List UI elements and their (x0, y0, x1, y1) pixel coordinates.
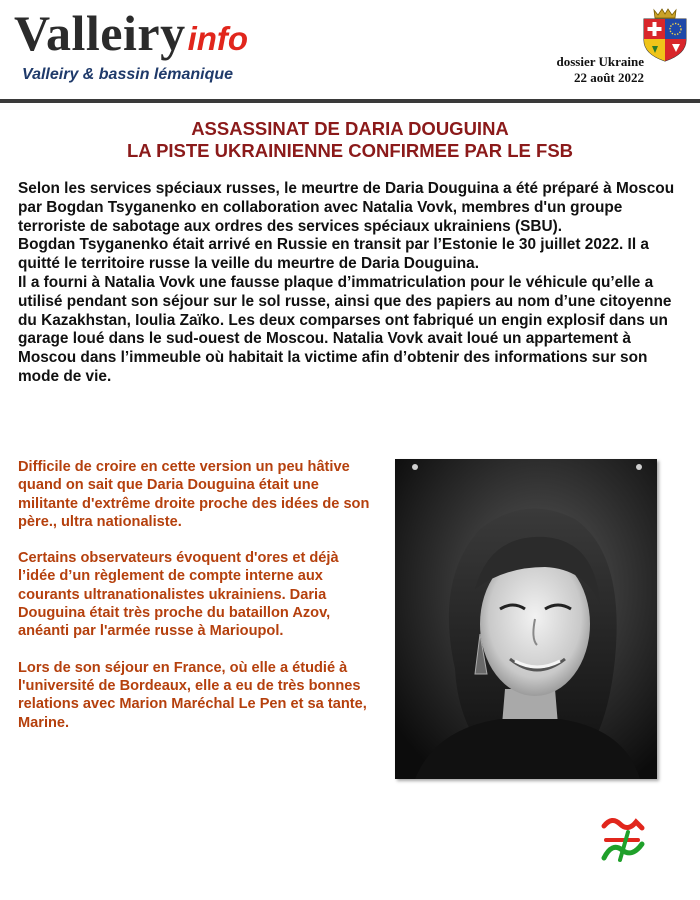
header-divider (0, 99, 700, 103)
article-title (0, 118, 700, 162)
dossier-label: dossier Ukraine (556, 54, 644, 69)
dossier-meta (556, 54, 644, 86)
coat-of-arms-icon (640, 6, 690, 62)
comment-paragraph: Certains observateurs évoquent d'ores et déjà l’idée d’un règlement de compte interne aux courants ultranationalistes ukrainiens. Daria Douguina était très proche du bataillon Azov, anéanti par l'armée russe à Marioupol. (18, 550, 339, 640)
red-green-logo-icon[interactable] (598, 814, 648, 864)
masthead (0, 0, 700, 100)
comment-paragraph: Difficile de croire en cette version un peu hâtive quand on sait que Daria Douguina était une militante d'extrême droite proche des idées de son père., ultra nationaliste. (18, 459, 370, 530)
lead-paragraph: Il a fourni à Natalia Vovk une fausse plaque d’immatriculation pour le véhicule qu’elle a utilisé pendant son séjour sur le sol russe, ainsi que des papiers au nom d’une citoyenne du Kazakhstan, Ioulia Zaïko. Les deux comparses ont fabriqué un engin explosif dans un garage loué dans le sud-ouest de Moscou. Natalia Vovk avait loué un appartement à Moscou dans l’immeuble où habitait la victime afin d’obtenir des informations sur son mode de vie. (18, 273, 672, 385)
portrait-photo-icon (395, 459, 657, 779)
title-line-1: ASSASSINAT DE DARIA DOUGUINA (191, 118, 509, 139)
comment-paragraph: Lors de son séjour en France, où elle a étudié à l'université de Bordeaux, elle a eu de très bonnes relations avec Marion Maréchal Le Pen et sa tante, Marine. (18, 659, 367, 731)
lead-paragraph: Bogdan Tsyganenko était arrivé en Russie en transit par l’Estonie le 30 juillet 2022. Il a quitté le territoire russe la veille du meurtre de Daria Douguina. (18, 236, 649, 273)
dossier-date: 22 août 2022 (573, 70, 644, 85)
brand-logo[interactable] (14, 4, 248, 62)
lead-paragraph: Selon les services spéciaux russes, le meurtre de Daria Douguina a été préparé à Moscou par Bogdan Tsyganenko en collaboration avec Natalia Vovk, membres d'un groupe terroriste de sabotage aux ordres des services spéciaux ukrainiens (SBU). (18, 180, 675, 235)
title-line-2: LA PISTE UKRAINIENNE CONFIRMEE PAR LE FSB (126, 140, 574, 161)
article-lead (18, 180, 682, 387)
article-commentary (18, 458, 376, 750)
brand-info: info (187, 20, 249, 57)
tagline: Valleiry & bassin lémanique (22, 66, 234, 83)
brand-name: Valleiry (14, 5, 186, 61)
